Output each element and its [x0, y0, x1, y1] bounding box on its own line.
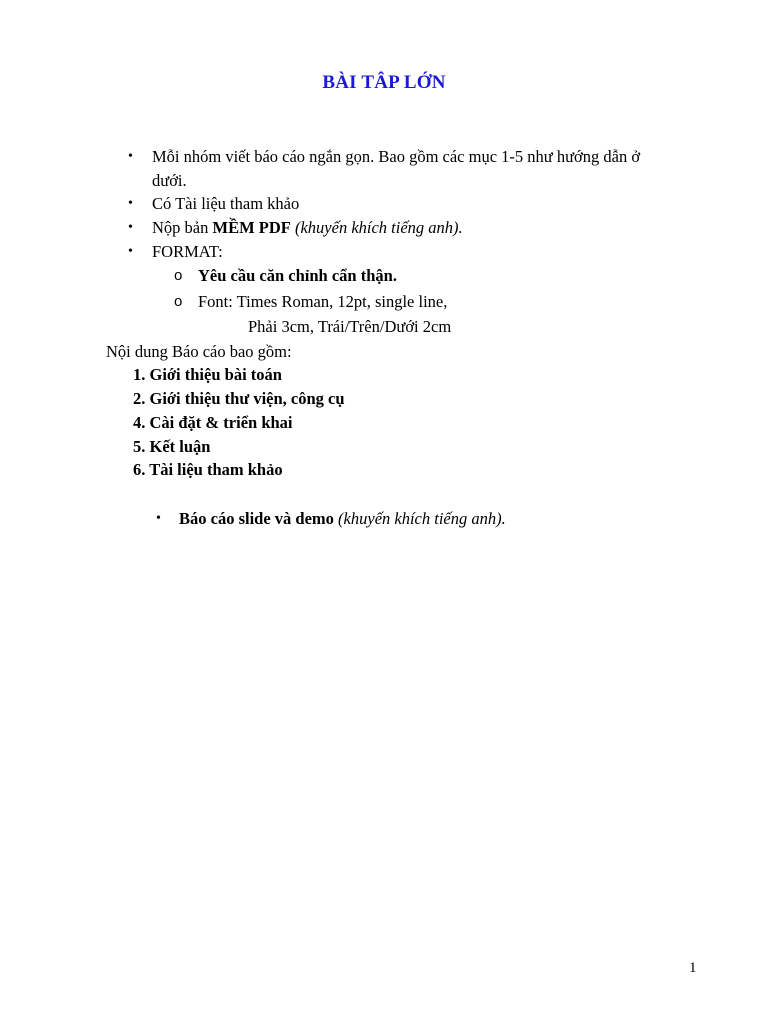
bullet-item-report-line2: dưới.: [152, 171, 187, 190]
contents-item: 2. Giới thiệu thư viện, công cụ: [133, 389, 345, 408]
sub-bullet-alignment: Yêu cầu căn chỉnh cẩn thận.: [198, 266, 397, 285]
submit-prefix: Nộp bản: [152, 218, 213, 237]
bullet-item-submit: [152, 216, 463, 240]
sub-bullet-font-line1: Font: Times Roman, 12pt, single line,: [198, 292, 448, 311]
bullet-icon: •: [128, 196, 133, 211]
contents-heading: Nội dung Báo cáo bao gồm:: [106, 342, 292, 361]
bullet-item-report-line1: Mỗi nhóm viết báo cáo ngắn gọn. Bao gồm các mục 1-5 như hướng dẫn ở: [152, 147, 641, 166]
bullet-item-format: FORMAT:: [152, 242, 223, 261]
contents-item: 1. Giới thiệu bài toán: [133, 365, 282, 384]
bullet-icon: •: [128, 220, 133, 235]
submit-note-italic: (khuyến khích tiếng anh).: [290, 218, 463, 237]
contents-item: 5. Kết luận: [133, 437, 211, 456]
document-title: BÀI TÂP LỚN: [322, 72, 446, 93]
contents-item: 6. Tài liệu tham khảo: [133, 460, 283, 479]
sub-bullet-icon: o: [174, 267, 183, 284]
page-number: 1: [689, 960, 697, 976]
bullet-icon: •: [128, 149, 133, 164]
sub-bullet-font-line2: Phải 3cm, Trái/Trên/Dưới 2cm: [248, 317, 452, 336]
contents-item: 4. Cài đặt & triển khai: [133, 413, 293, 432]
bullet-icon: •: [156, 511, 161, 526]
bullet-item-slides-demo: [179, 507, 506, 531]
bullet-icon: •: [128, 244, 133, 259]
bullet-item-references: Có Tài liệu tham khảo: [152, 194, 300, 213]
slides-demo-bold: Báo cáo slide và demo: [179, 509, 334, 528]
submit-format-bold: MỀM PDF: [212, 218, 291, 237]
slides-demo-note-italic: (khuyến khích tiếng anh).: [333, 509, 506, 528]
sub-bullet-icon: o: [174, 293, 183, 310]
